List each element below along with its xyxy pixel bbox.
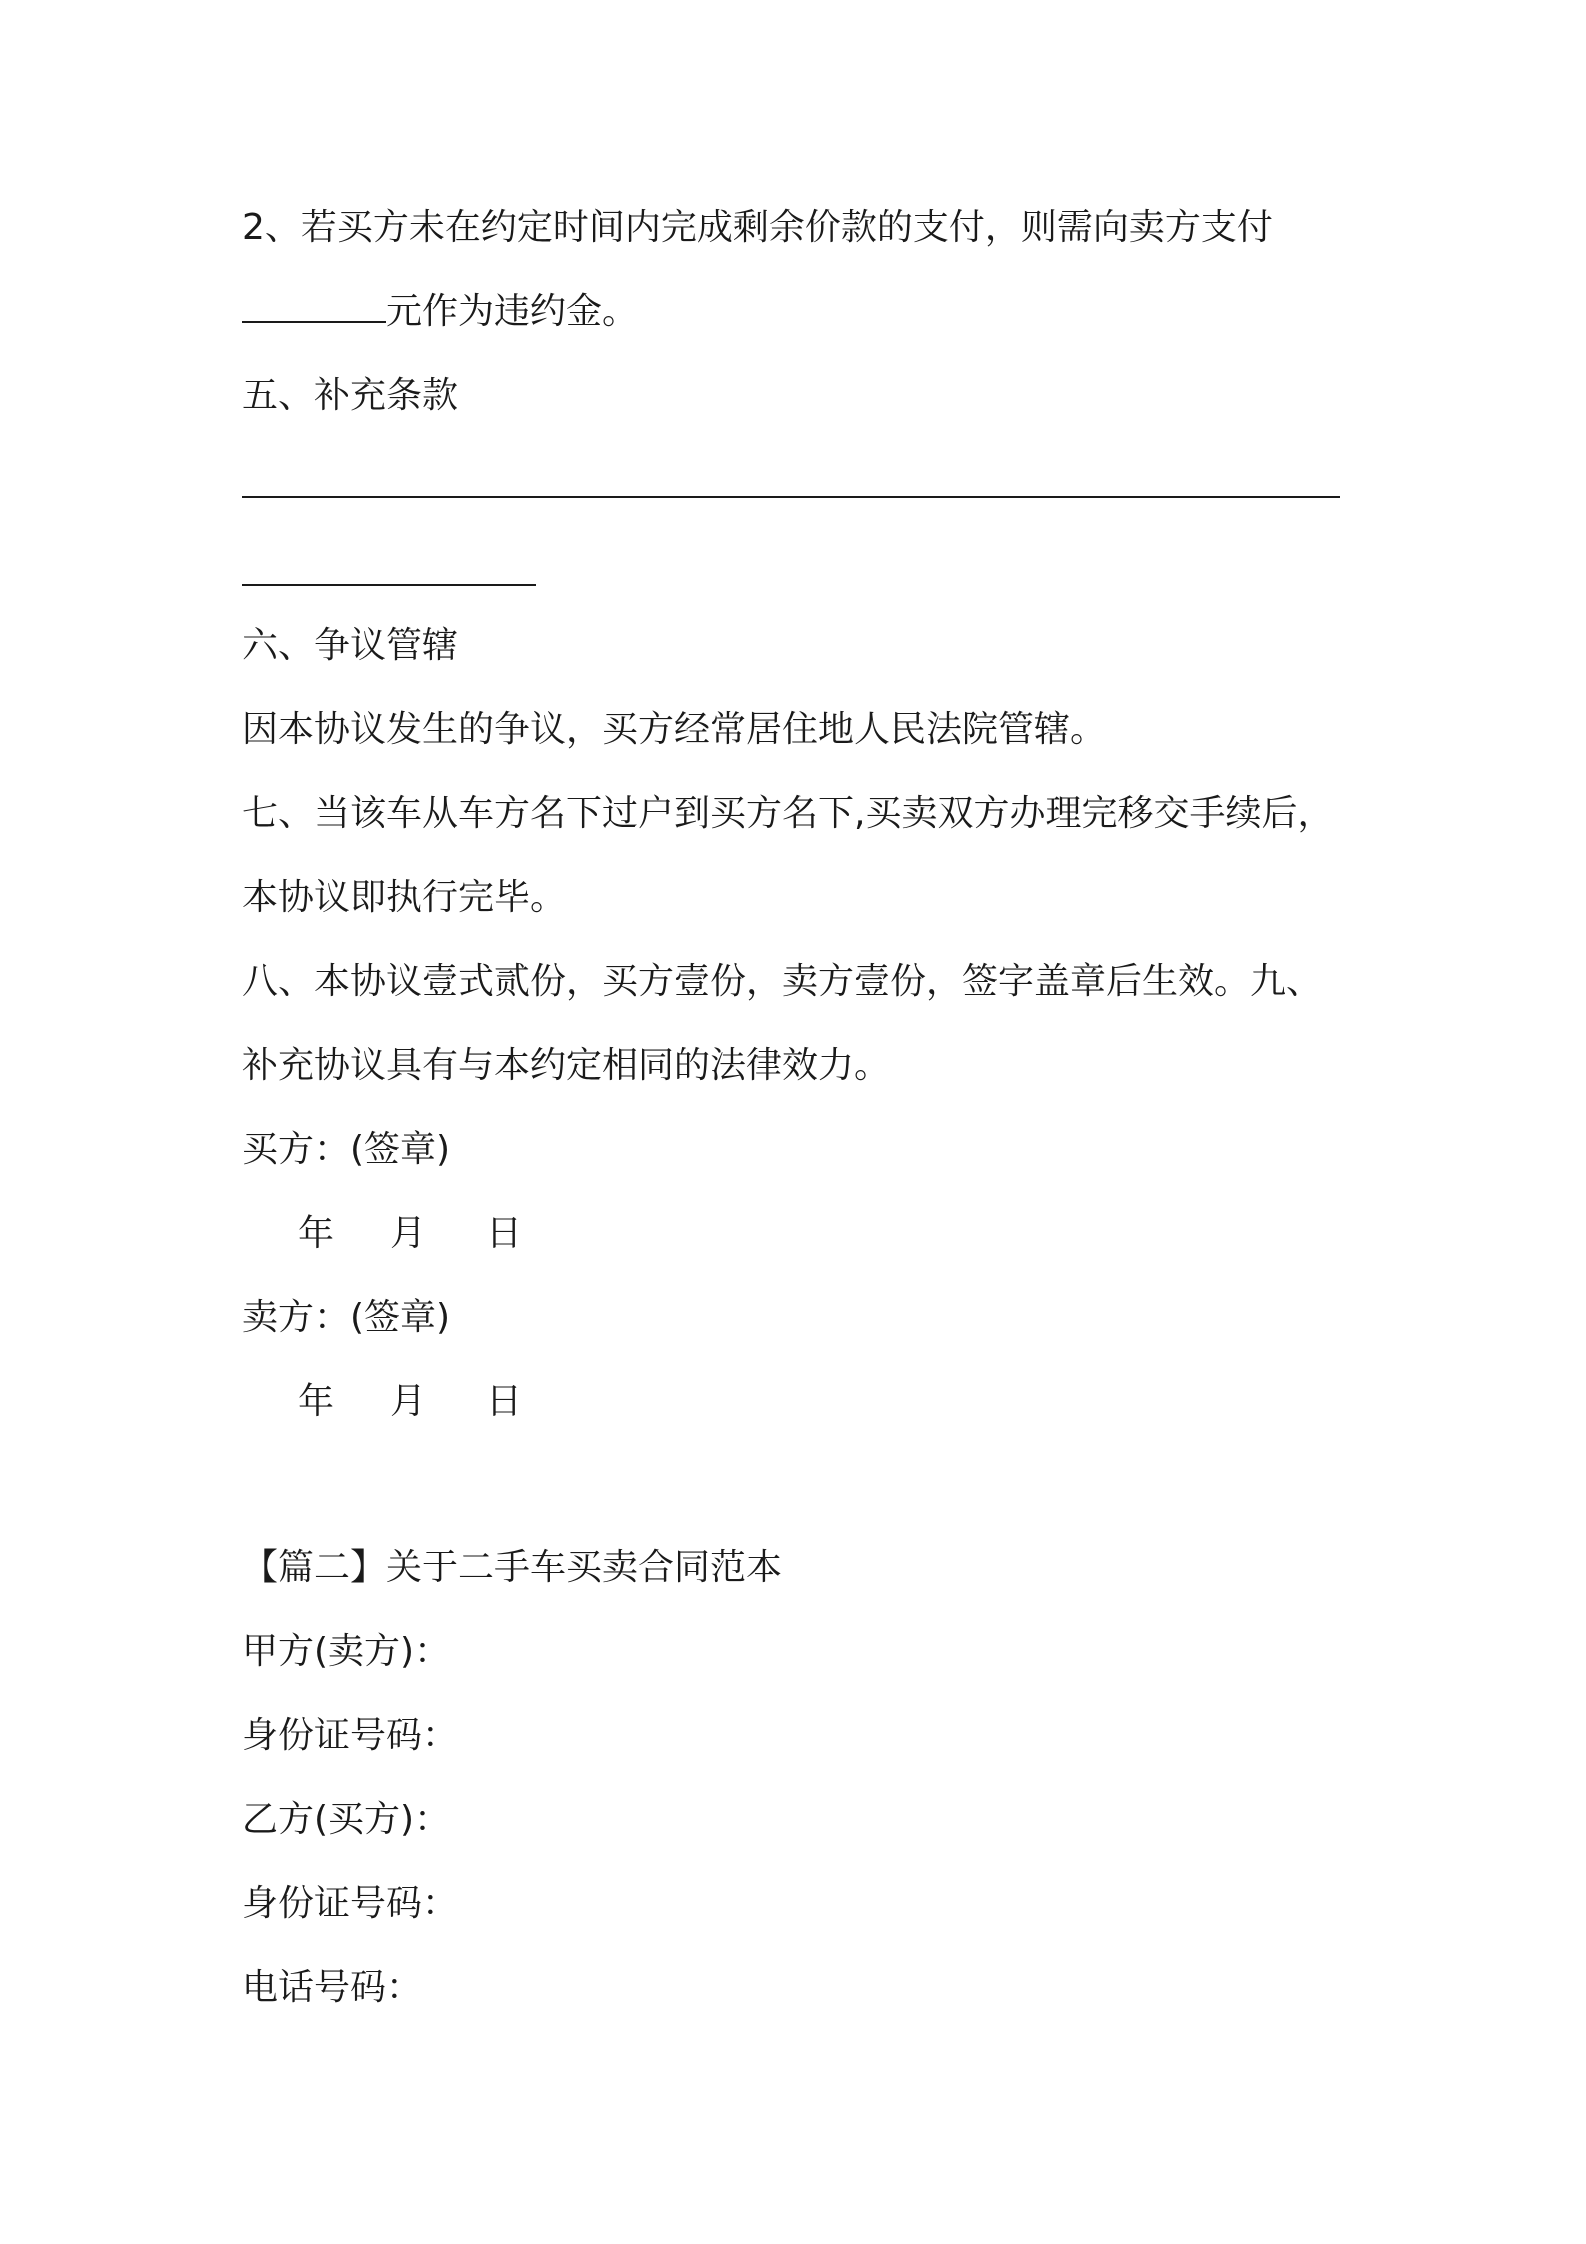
clause-7-line2: 本协议即执行完毕。 (242, 877, 567, 918)
clause-penalty-line2 (242, 290, 638, 334)
day-label: 日 (486, 1213, 523, 1254)
year-label: 年 (298, 1213, 335, 1254)
clause-penalty-line1: 2、若买方未在约定时间内完成剩余价款的支付，则需向卖方支付 (242, 207, 1273, 248)
part-2-title: 【篇二】关于二手车买卖合同范本 (242, 1547, 783, 1588)
day-label: 日 (486, 1381, 523, 1422)
supplementary-blank-line-1 (242, 496, 1340, 498)
clause-penalty-text: 元作为违约金。 (386, 291, 639, 332)
clause-7-line1: 七、当该车从车方名下过户到买方名下,买卖双方办理完移交手续后， (242, 793, 1334, 834)
clause-8-line2: 补充协议具有与本约定相同的法律效力。 (242, 1045, 891, 1086)
jurisdiction-text: 因本协议发生的争议，买方经常居住地人民法院管辖。 (242, 709, 1107, 750)
party-a-id-label: 身份证号码： (242, 1715, 459, 1756)
party-b-id-label: 身份证号码： (242, 1883, 459, 1924)
supplementary-blank-line-2 (242, 584, 536, 586)
seller-signature-label: 卖方：(签章) (242, 1297, 451, 1338)
month-label: 月 (390, 1213, 427, 1254)
buyer-signature-label: 买方：(签章) (242, 1129, 451, 1170)
party-b-label: 乙方(买方)： (242, 1799, 451, 1840)
party-a-label: 甲方(卖方)： (242, 1631, 451, 1672)
month-label: 月 (390, 1381, 427, 1422)
clause-8-line1: 八、本协议壹式贰份，买方壹份，卖方壹份，签字盖章后生效。九、 (242, 961, 1323, 1002)
section-title-jurisdiction: 六、争议管辖 (242, 625, 459, 666)
year-label: 年 (298, 1381, 335, 1422)
phone-label: 电话号码： (242, 1967, 423, 2008)
section-title-supplementary: 五、补充条款 (242, 375, 459, 416)
penalty-amount-blank (242, 291, 386, 323)
